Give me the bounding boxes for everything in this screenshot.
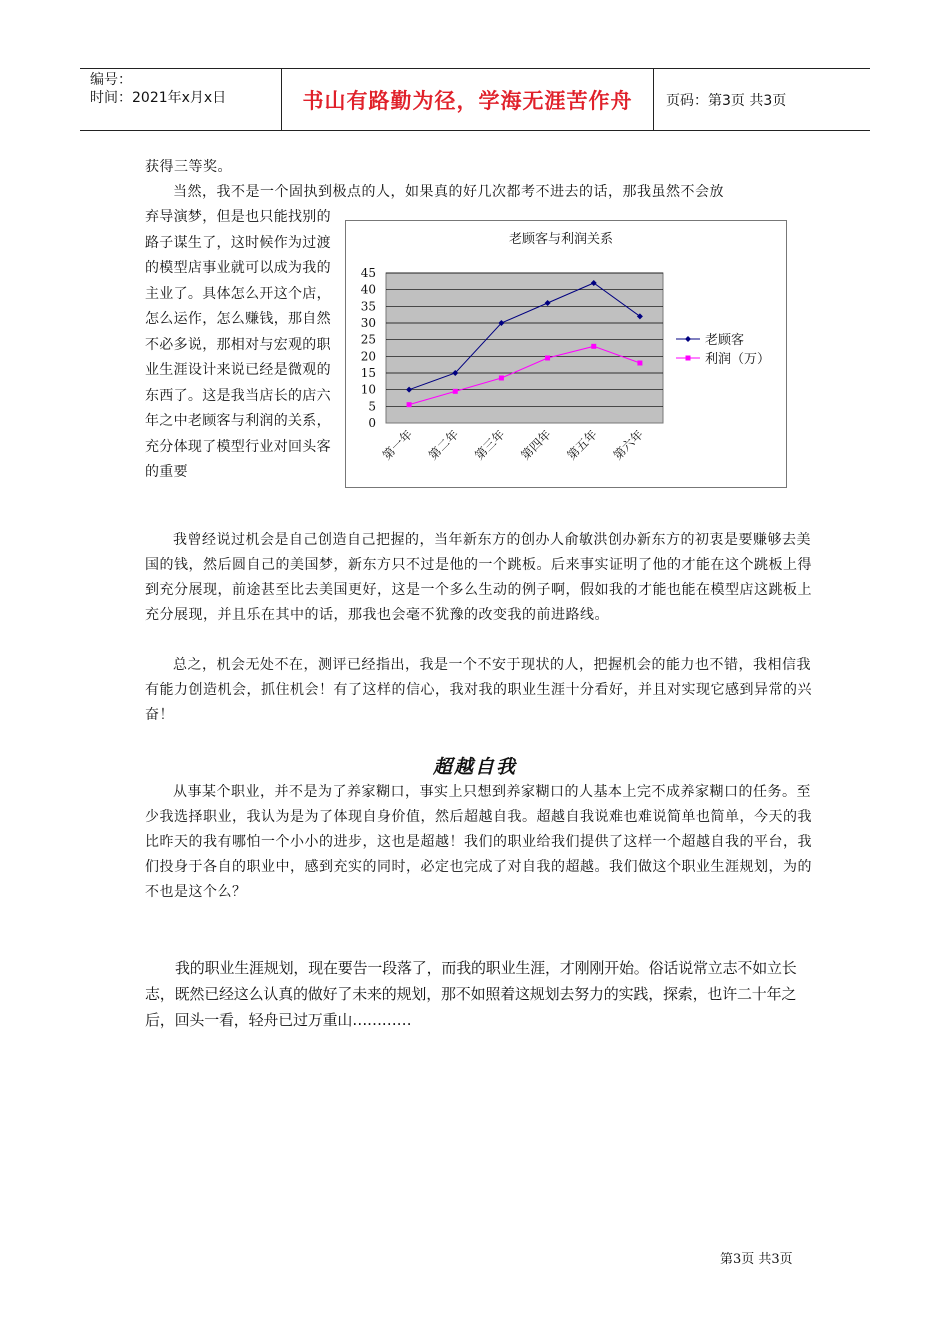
- legend-marker: [686, 356, 691, 361]
- y-tick-label: 0: [368, 416, 376, 430]
- x-tick-label: 第一年: [379, 427, 416, 463]
- header-table: [80, 68, 870, 131]
- y-tick-label: 25: [360, 332, 376, 347]
- plot-area: [386, 273, 663, 423]
- chart-svg: [346, 221, 786, 487]
- y-tick-label: 45: [360, 266, 376, 280]
- chart-title: 老顾客与利润关系: [508, 232, 614, 247]
- x-tick-label: 第四年: [518, 427, 554, 463]
- legend-label: 利润（万）: [705, 352, 771, 367]
- data-point: [407, 402, 412, 407]
- paragraph-closing: 我的职业生涯规划，现在要告一段落了，而我的职业生涯，才刚刚开始。俗话说常立志不如立长志，既然已经这么认真的做好了未来的规划，那不如照着这规划去努力的实践，探索，也许二十年之后，回头一看，轻舟已过万重山…………: [145, 959, 797, 1029]
- header-meta: [80, 69, 282, 130]
- data-point: [591, 344, 596, 349]
- data-point: [637, 361, 642, 366]
- x-tick-label: 第六年: [610, 427, 647, 463]
- section-title: 超越自我: [432, 756, 517, 778]
- legend-label: 老顾客: [705, 333, 745, 348]
- y-tick-label: 35: [360, 299, 376, 314]
- data-point: [499, 376, 504, 381]
- paragraph-self-transcendence: 从事某个职业，并不是为了养家糊口，事实上只想到养家糊口的人基本上完不成养家糊口的任务。至少我选择职业，我认为是为了体现自身价值，然后超越自我。超越自我说难也难说简单也简单，今天的我比昨天的我有哪怕一个小小的进步，这也是超越！我们的职业给我们提供了这样一个超越自我的平台，我们投身于各自的职业中，感到充实的同时，必定也完成了对自我的超越。我们做这个职业生涯规划，为的不也是这个么？: [145, 784, 812, 900]
- time-label: 时间：2021年x月x日: [90, 90, 227, 106]
- x-tick-label: 第三年: [472, 427, 508, 463]
- y-tick-label: 5: [368, 399, 376, 414]
- paragraph-opportunity-example: 我曾经说过机会是自己创造自己把握的，当年新东方的创办人俞敏洪创办新东方的初衷是要赚够去美国的钱，然后圆自己的美国梦，新东方只不过是他的一个跳板。后来事实证明了他的才能在这个跳板上得到充分展现，前途甚至比去美国更好，这是一个多么生动的例子啊，假如我的才能也能在模型店这跳板上充分展现，并且乐在其中的话，那我也会毫不犹豫的改变我的前进路线。: [145, 532, 812, 623]
- y-tick-label: 15: [360, 366, 376, 380]
- x-tick-label: 第五年: [564, 427, 600, 463]
- data-point: [453, 389, 458, 394]
- legend-marker: [685, 336, 691, 342]
- x-tick-label: 第二年: [426, 427, 462, 463]
- header-page-info: 页码：第3页 共3页: [666, 92, 787, 109]
- paragraph-conclusion: 总之，机会无处不在，测评已经指出，我是一个不安于现状的人，把握机会的能力也不错，我相信我有能力创造机会，抓住机会！有了这样的信心，我对我的职业生涯十分看好，并且对实现它感到异常的兴奋！: [145, 657, 812, 723]
- y-tick-label: 40: [360, 282, 376, 297]
- paragraph-plan-b-intro: 当然，我不是一个固执到极点的人，如果真的好几次都考不进去的话，那我虽然不会放: [173, 184, 724, 200]
- data-point: [545, 356, 550, 361]
- page-footer: 第3页 共3页: [720, 1252, 793, 1267]
- y-tick-label: 10: [360, 382, 376, 397]
- number-label: 编号：: [90, 72, 132, 88]
- y-tick-label: 30: [360, 316, 376, 330]
- paragraph-award: 获得三等奖。: [145, 159, 232, 175]
- customer-profit-chart: [345, 220, 787, 488]
- paragraph-plan-b-wrap: 弃导演梦，但是也只能找别的路子谋生了，这时候作为过渡的模型店事业就可以成为我的主业了。具体怎么开这个店，怎么运作，怎么赚钱，那自然不必多说，那相对与宏观的职业生涯设计来说已经是微观的东西了。这是我当店长的店六年之中老顾客与利润的关系，充分体现了模型行业对回头客的重要: [145, 209, 331, 480]
- header-motto: 书山有路勤为径，学海无涯苦作舟: [282, 69, 654, 130]
- y-tick-label: 20: [360, 349, 376, 364]
